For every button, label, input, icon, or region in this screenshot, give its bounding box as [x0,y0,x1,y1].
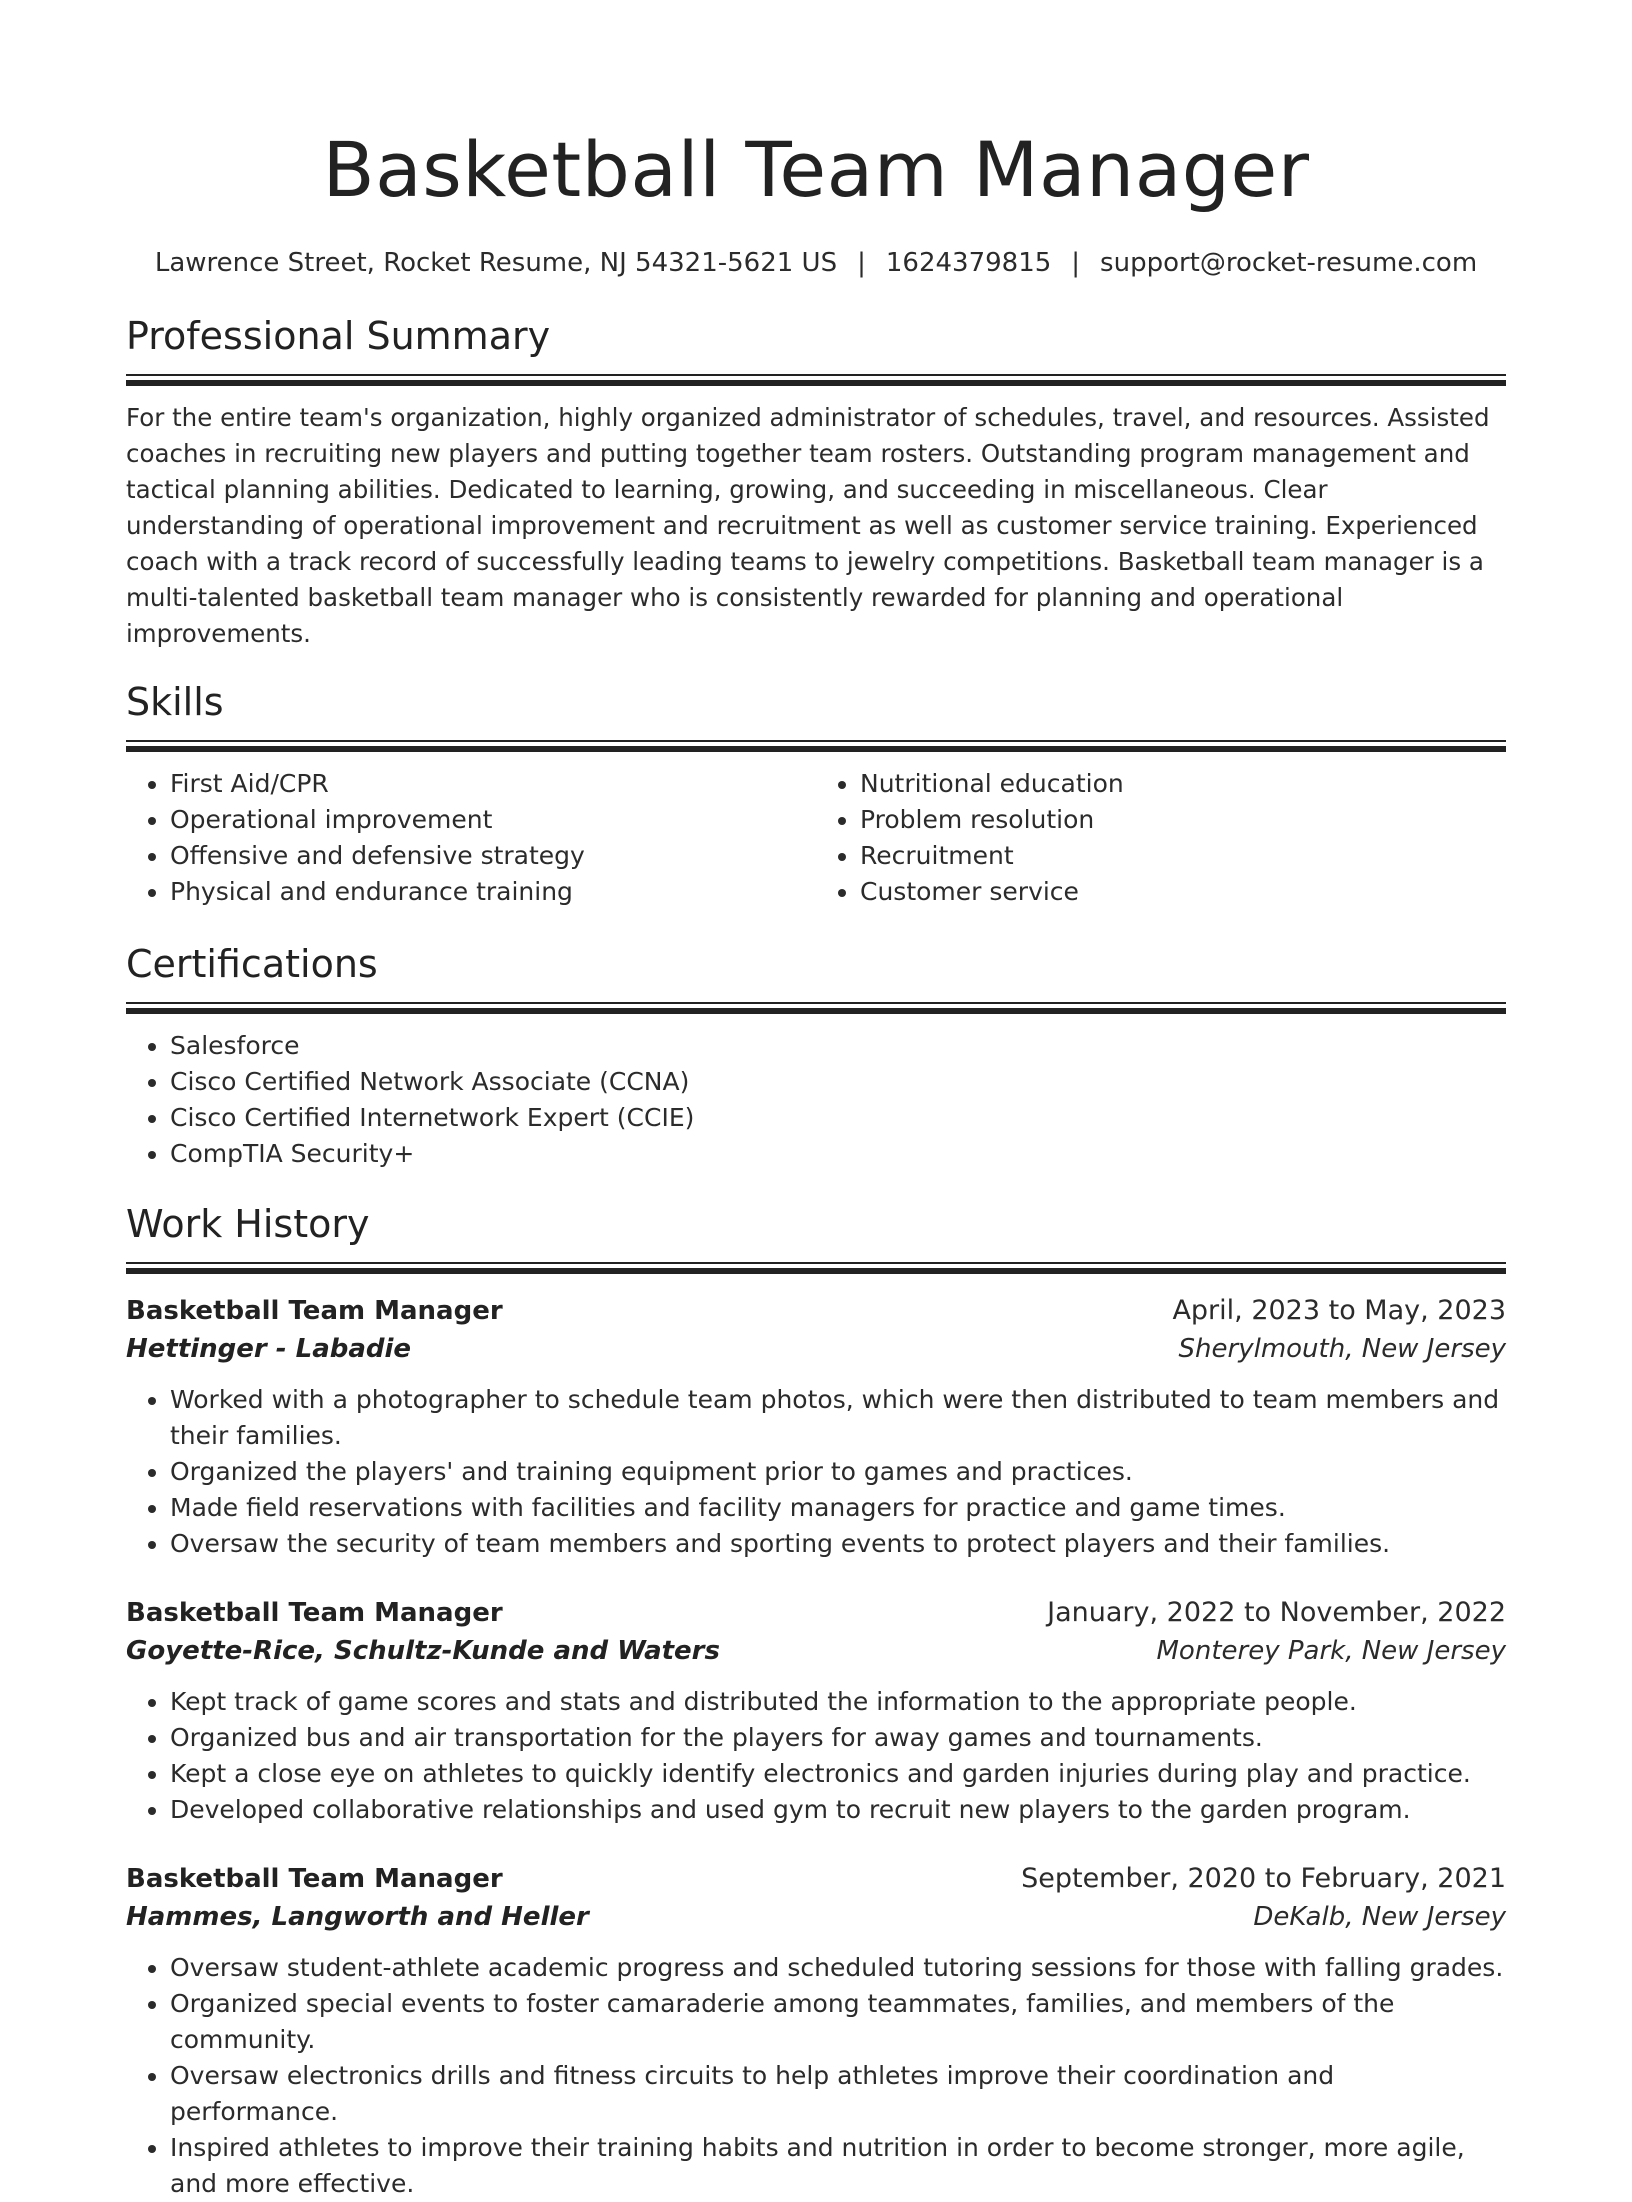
job-company: Hettinger - Labadie [126,1334,412,1364]
section-title-skills: Skills [126,680,224,724]
section-divider [126,1002,1506,1014]
job-bullet: • Oversaw student-athlete academic progress and scheduled tutoring sessions for those with falling grades. [170,1950,1506,1986]
skill-item: • Customer service [860,874,1506,910]
job-bullet: • Organized bus and air transportation for the players for away games and tournaments. [170,1720,1506,1756]
job-bullet: • Developed collaborative relationships and used gym to recruit new players to the garden program. [170,1792,1506,1828]
section-divider [126,374,1506,386]
contact-separator: | [857,248,866,278]
skills-list [126,766,1506,910]
job-entry [126,1594,1506,1828]
section-title-summary: Professional Summary [126,314,551,358]
summary-text: For the entire team's organization, highly organized administrator of schedules, travel, and resources. Assisted coaches in recruiting new players and putting together team rosters. Outstanding program management and tactical planning abilities. Dedicated to learning, growing, and succeeding in miscellaneous. Clear understanding of operational improvement and recruitment as well as customer service training. Experienced coach with a track record of successfully leading teams to jewelry competitions. Basketball team manager is a multi-talented basketball team manager who is consistently rewarded for planning and operational improvements. [126,403,1490,648]
section-divider [126,1262,1506,1274]
certification-item: • CompTIA Security+ [170,1136,1506,1172]
skill-item: • Offensive and defensive strategy [170,838,816,874]
contact-line [126,246,1506,280]
job-location: Monterey Park, New Jersey [1156,1636,1506,1666]
job-title: Basketball Team Manager [126,1864,503,1894]
contact-separator: | [1071,248,1081,278]
skill-item: • First Aid/CPR [170,766,816,802]
section-title-certifications: Certifications [126,942,378,986]
skills-column-right [816,766,1506,910]
job-title: Basketball Team Manager [126,1598,503,1628]
section-title-work-history: Work History [126,1202,370,1246]
work-history-section [126,1200,1506,2202]
job-subheader [126,1898,1506,1936]
job-header [126,1860,1506,1898]
certification-item: • Cisco Certified Internetwork Expert (CCIE) [170,1100,1506,1136]
job-bullets [126,1950,1506,2202]
job-subheader [126,1632,1506,1670]
job-bullet: • Organized the players' and training equipment prior to games and practices. [170,1454,1506,1490]
contact-phone: 1624379815 [885,248,1052,278]
job-company: Goyette-Rice, Schultz-Kunde and Waters [126,1636,720,1666]
job-header [126,1594,1506,1632]
job-bullet: • Worked with a photographer to schedule team photos, which were then distributed to team members and their families. [170,1382,1506,1454]
certification-item: • Cisco Certified Network Associate (CCNA) [170,1064,1506,1100]
job-company: Hammes, Langworth and Heller [126,1902,589,1932]
job-dates: April, 2023 to May, 2023 [1172,1295,1506,1326]
job-subheader [126,1330,1506,1368]
skill-item: • Recruitment [860,838,1506,874]
job-location: DeKalb, New Jersey [1253,1902,1506,1932]
job-header [126,1292,1506,1330]
contact-email: support@rocket-resume.com [1100,248,1478,278]
skill-item: • Problem resolution [860,802,1506,838]
job-bullet: • Kept track of game scores and stats and distributed the information to the appropriate people. [170,1684,1506,1720]
section-divider [126,740,1506,752]
contact-address: Lawrence Street, Rocket Resume, NJ 54321-5621 US [154,248,838,278]
job-dates: January, 2022 to November, 2022 [1047,1597,1506,1628]
certifications-list [126,1028,1506,1172]
job-bullet: • Made field reservations with facilities and facility managers for practice and game times. [170,1490,1506,1526]
job-bullet: • Oversaw electronics drills and fitness circuits to help athletes improve their coordination and performance. [170,2058,1506,2130]
job-location: Sherylmouth, New Jersey [1178,1334,1506,1364]
job-bullet: • Inspired athletes to improve their training habits and nutrition in order to become stronger, more agile, and more effective. [170,2130,1506,2202]
certification-item: • Salesforce [170,1028,1506,1064]
skills-column-left [126,766,816,910]
job-title: Basketball Team Manager [126,1296,503,1326]
job-entry [126,1860,1506,2202]
certifications-section [126,940,1506,1172]
job-bullets [126,1684,1506,1828]
skill-item: • Physical and endurance training [170,874,816,910]
skill-item: • Nutritional education [860,766,1506,802]
job-bullet: • Organized special events to foster camaraderie among teammates, families, and members of the community. [170,1986,1506,2058]
skills-section [126,678,1506,910]
job-bullet: • Oversaw the security of team members and sporting events to protect players and their families. [170,1526,1506,1562]
skill-item: • Operational improvement [170,802,816,838]
summary-section [126,312,1506,652]
job-dates: September, 2020 to February, 2021 [1021,1863,1506,1894]
job-bullet: • Kept a close eye on athletes to quickly identify electronics and garden injuries during play and practice. [170,1756,1506,1792]
job-entry [126,1292,1506,1562]
job-bullets [126,1382,1506,1562]
resume-name: Basketball Team Manager [322,125,1310,214]
